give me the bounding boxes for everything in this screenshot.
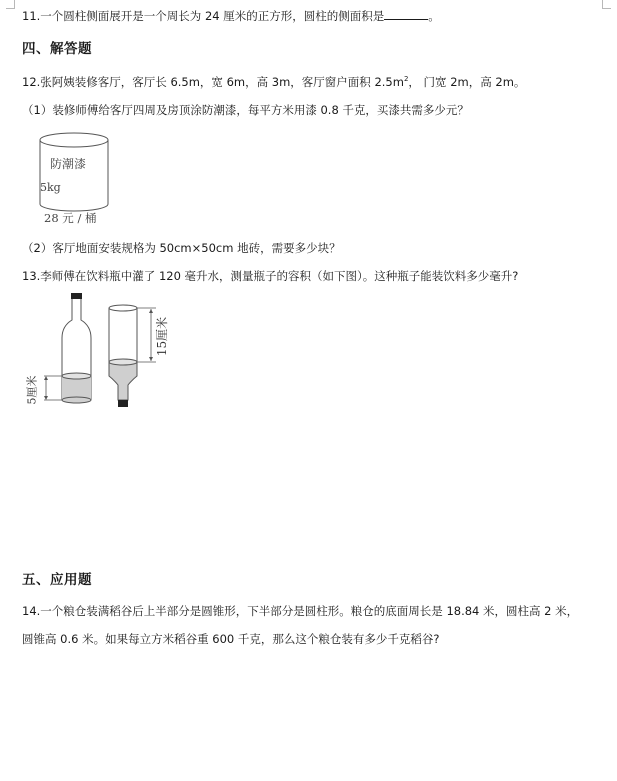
question-11-end: 。 [428,9,440,23]
page-corner-mark-right [602,0,611,9]
superscript: 2 [403,75,409,83]
bottle-cap-inverted [118,400,128,407]
page-corner-mark-left [6,0,15,9]
question-12-text: 12.张阿姨装修客厅，客厅长 6.5m，宽 6m，高 3m，客厅窗户面积 2.5m [22,74,404,89]
question-12-part-2: （2）客厅地面安装规格为 50cm×50cm 地砖，需要多少块？ [22,241,341,255]
answer-blank[interactable] [384,8,428,20]
can-label-weight: 5kg [40,181,61,194]
bottle-cap [71,293,82,299]
section-5-heading: 五、应用题 [22,572,92,588]
question-12-part-1: （1）装修师傅给客厅四周及房顶涂防潮漆，每平方米用漆 0.8 千克，买漆共需多少元？ [22,103,469,117]
question-14-line-2: 圆锥高 0.6 米。如果每立方米稻谷重 600 千克，那么这个粮仓装有多少千克稻谷? [22,632,440,646]
question-12 [22,71,603,90]
question-12-tail: ， 门宽 2m，高 2m。 [408,74,526,89]
bottle-right-dimension-label: 15厘米 [155,316,170,357]
question-11 [22,8,603,24]
question-14-line-1: 14.一个粮仓装满稻谷后上半部分是圆锥形，下半部分是圆柱形。粮仓的底面周长是 18.84 米，圆柱高 2 米， [22,604,579,618]
question-11-text: 11.一个圆柱侧面展开是一个周长为 24 厘米的正方形，圆柱的侧面积是 [22,9,385,23]
can-label-name: 防潮漆 [50,157,87,171]
bottle-figure [26,290,176,415]
can-price-label: 28 元 / 桶 [44,211,97,225]
bottle-left-dimension-label: 5厘米 [25,375,39,405]
section-4-heading: 四、解答题 [22,41,92,57]
question-13: 13.李师傅在饮料瓶中灌了 120 毫升水，测量瓶子的容积（如下图）。这种瓶子能装饮料多少毫升? [22,269,519,283]
paint-can-figure [36,128,116,228]
